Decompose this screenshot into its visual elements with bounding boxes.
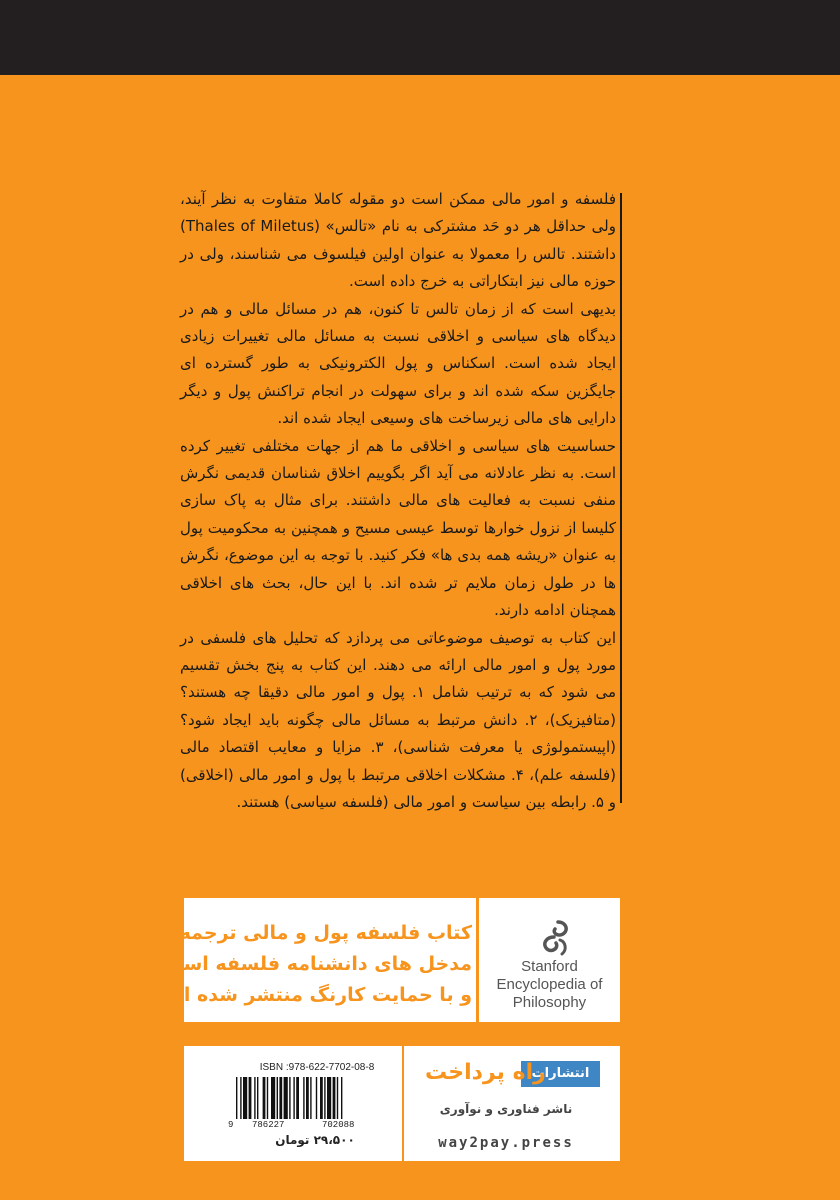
barcode-bar bbox=[243, 1077, 247, 1119]
barcode-bar bbox=[337, 1077, 338, 1119]
barcode-bar bbox=[257, 1077, 258, 1119]
promo-line-3: و با حمایت کارنگ منتشر شده است bbox=[145, 984, 472, 1006]
barcode-bar bbox=[236, 1077, 237, 1119]
barcode-bar bbox=[271, 1077, 275, 1119]
back-cover-text bbox=[180, 186, 616, 816]
barcode-bar bbox=[263, 1077, 266, 1119]
publisher-tag: انتشارات bbox=[521, 1061, 600, 1087]
paragraph-1: فلسفه و امور مالی ممکن است دو مقوله کاملا متفاوت به نظر آیند، ولی حداقل هر دو حَد مشترکی به نام «تالس» (Thales of Miletus) داشتند. تالس را معمولا به عنوان اولین فیلسوف می شناسند، ولی در حوزه مالی نیز ابتکاراتی به خرج داده است. bbox=[180, 190, 616, 291]
promo-line-1: کتاب فلسفه پول و مالی ترجمه یکی از bbox=[111, 922, 472, 944]
barcode-digit-group-2: 702088 bbox=[322, 1120, 355, 1130]
promo-text bbox=[111, 918, 472, 1011]
barcode-digit-lead: 9 bbox=[228, 1120, 234, 1130]
sep-line-1: Stanford bbox=[521, 958, 578, 975]
barcode-digit-group-1: 786227 bbox=[252, 1120, 285, 1130]
barcode-bar bbox=[279, 1077, 282, 1119]
barcode-bar bbox=[293, 1077, 294, 1119]
promo-line-2: مدخل های دانشنامه فلسفه استنفورد bbox=[121, 953, 472, 975]
paragraph-2: بدیهی است که از زمان تالس تا کنون، هم در مسائل مالی و هم در دیدگاه های سیاسی و اخلاقی نسبت به مسائل مالی تغییرات زیادی ایجاد شده است. اسکناس و پول الکترونیکی به طور گسترده ای جایگزین سکه شده اند و برای سهولت در انجام تراکنش پول و دیگر دارایی های مالی زیرساخت های وسیعی ایجاد شده اند. bbox=[180, 299, 616, 428]
publisher-name: راه پرداخت bbox=[425, 1060, 546, 1085]
barcode-bar bbox=[240, 1077, 241, 1119]
top-dark-band bbox=[0, 0, 840, 75]
barcode-bar bbox=[341, 1077, 342, 1119]
barcode-bar bbox=[254, 1077, 255, 1119]
barcode-bar bbox=[249, 1077, 252, 1119]
barcode-bar bbox=[303, 1077, 304, 1119]
barcode-bar bbox=[277, 1077, 278, 1119]
text-margin-rule bbox=[620, 193, 622, 803]
barcode-bar bbox=[296, 1077, 299, 1119]
barcode-bar bbox=[316, 1077, 317, 1119]
barcode-bar bbox=[333, 1077, 336, 1119]
barcode-bar bbox=[289, 1077, 290, 1119]
publisher-slogan: ناشر فناوری و نوآوری bbox=[439, 1102, 573, 1116]
barcode-bar bbox=[320, 1077, 323, 1119]
paragraph-3: حساسیت های سیاسی و اخلاقی ما هم از جهات مختلفی تغییر کرده است. به نظر عادلانه می آید اگر بگوییم اخلاق شناسان قدیمی نگرش منفی نسبت به فعالیت های مالی داشتند. برای مثال به پاک سازی کلیسا از نزول خوارها توسط عیسی مسیح و همچنین به محکومیت پول به عنوان «ریشه همه بدی ها» فکر کنید. با توجه به این موضوع، نگرش ها در طول زمان ملایم تر شده اند. با این حال، بحث های اخلاقی همچنان ادامه دارند. bbox=[180, 436, 616, 620]
barcode-bar bbox=[284, 1077, 288, 1119]
sep-wordmark bbox=[482, 958, 617, 1012]
barcode-bar bbox=[327, 1077, 331, 1119]
paragraph-4: این کتاب به توصیف موضوعاتی می پردازد که تحلیل های فلسفی در مورد پول و امور مالی ارائه می دهند. این کتاب به پنج بخش تقسیم می شود که به ترتیب شامل ۱. پول و امور مالی دقیقا چه هستند؟ (متافیزیک)، ۲. دانش مرتبط به مسائل مالی چگونه باید ایجاد شود؟ (اپیستمولوژی یا معرفت شناسی)، ۳. مزایا و معایب اقتصاد مالی (فلسفه علم)، ۴. مشکلات اخلاقی مرتبط با پول و امور مالی (اخلاقی) و ۵. رابطه بین سیاست و امور مالی (فلسفه سیاسی) هستند. bbox=[180, 628, 616, 811]
publisher-website: way2pay.press bbox=[438, 1135, 574, 1151]
barcode-bar bbox=[306, 1077, 309, 1119]
sep-line-2: Encyclopedia of bbox=[496, 976, 603, 993]
sep-line-3: Philosophy bbox=[512, 994, 587, 1011]
price-label: ۲۹،۵۰۰ تومان bbox=[275, 1133, 355, 1147]
barcode-bar bbox=[310, 1077, 311, 1119]
barcode-bar bbox=[267, 1077, 268, 1119]
sep-logo-icon bbox=[536, 920, 576, 958]
isbn-label: ISBN :978-622-7702-08-8 bbox=[259, 1062, 375, 1073]
barcode-bar bbox=[324, 1077, 325, 1119]
barcode-graphic bbox=[232, 1077, 396, 1123]
